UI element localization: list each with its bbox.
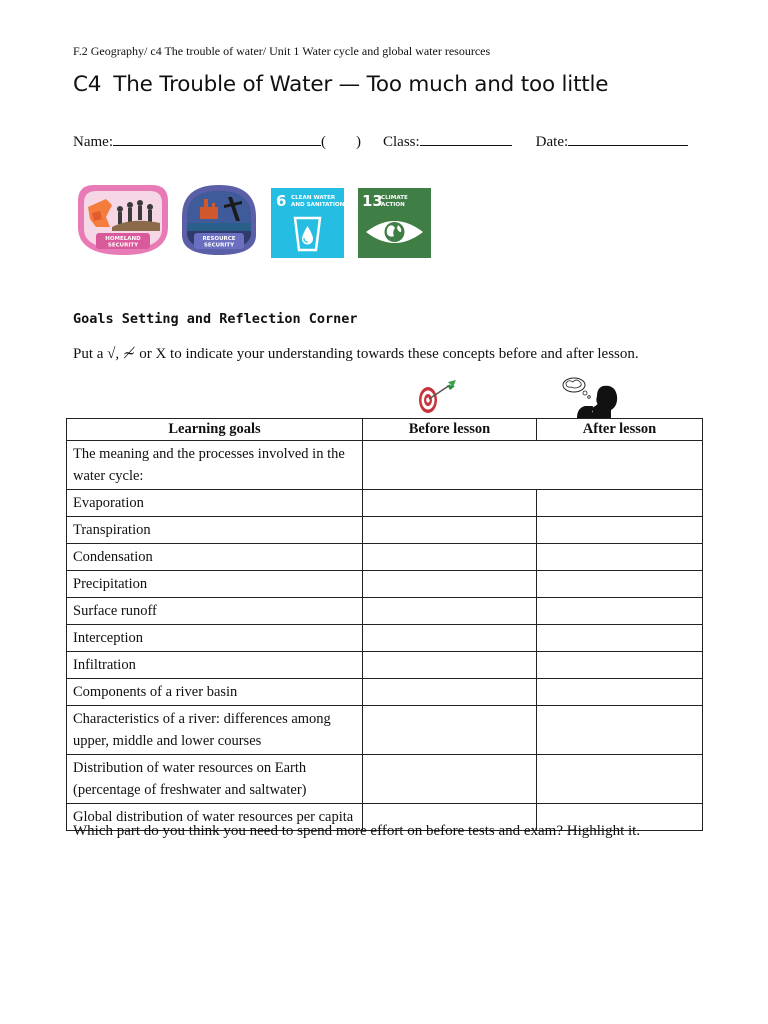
sdg-6-line1: CLEAN WATER — [291, 195, 336, 201]
sdg-13-line2: ACTION — [381, 202, 405, 208]
sdg-6-number: 6 — [276, 192, 287, 210]
after-cell[interactable] — [537, 490, 703, 517]
goal-cell: Precipitation — [67, 571, 363, 598]
before-cell[interactable] — [363, 625, 537, 652]
table-row — [67, 598, 703, 625]
chapter-number: C4 — [73, 72, 102, 97]
resource-security-icon — [180, 183, 258, 257]
goal-cell: The meaning and the processes involved in the water cycle: — [67, 441, 363, 490]
reflection-question: Which part do you think you need to spend more effort on before tests and exam? Highlight it. — [73, 823, 641, 839]
homeland-badge-line2: SECURITY — [107, 242, 139, 249]
before-cell[interactable] — [363, 679, 537, 706]
before-cell[interactable] — [363, 652, 537, 679]
merged-rating-cell[interactable] — [363, 441, 703, 490]
class-number-field[interactable] — [326, 132, 356, 146]
table-row — [67, 571, 703, 598]
learning-goals-table — [66, 418, 703, 831]
after-cell[interactable] — [537, 571, 703, 598]
sdg-13-climate-action-icon — [358, 188, 431, 258]
header-learning-goals: Learning goals — [67, 419, 363, 441]
goals-heading: Goals Setting and Reflection Corner — [73, 311, 358, 327]
goal-cell: Condensation — [67, 544, 363, 571]
table-row — [67, 544, 703, 571]
before-cell[interactable] — [363, 755, 537, 804]
thinking-person-icon — [561, 376, 621, 418]
before-cell[interactable] — [363, 544, 537, 571]
resource-badge-line1: RESOURCE — [202, 236, 236, 242]
paren-close: ) — [355, 134, 361, 150]
before-cell[interactable] — [363, 490, 537, 517]
header-after-lesson: After lesson — [537, 419, 703, 441]
topic-icons — [0, 180, 768, 262]
homeland-badge-line1: HOMELAND — [105, 236, 141, 242]
paren-open: ( — [320, 134, 326, 150]
class-label: Class: — [382, 134, 420, 150]
table-row — [67, 679, 703, 706]
after-cell[interactable] — [537, 679, 703, 706]
after-cell[interactable] — [537, 544, 703, 571]
table-header-row — [67, 419, 703, 441]
before-cell[interactable] — [363, 706, 537, 755]
sdg-6-clean-water-icon — [271, 188, 344, 258]
goal-cell: Interception — [67, 625, 363, 652]
sdg-13-line1: CLIMATE — [381, 195, 408, 201]
name-field[interactable] — [113, 131, 321, 146]
goal-cell: Infiltration — [67, 652, 363, 679]
sdg-6-line2: AND SANITATION — [291, 202, 344, 208]
header-before-lesson: Before lesson — [363, 419, 537, 441]
table-row — [67, 490, 703, 517]
name-label: Name: — [73, 134, 113, 150]
before-cell[interactable] — [363, 598, 537, 625]
goal-cell: Characteristics of a river: differences among upper, middle and lower courses — [67, 706, 363, 755]
table-row — [67, 706, 703, 755]
sdg-13-number: 13 — [362, 192, 383, 210]
after-cell[interactable] — [537, 598, 703, 625]
before-cell[interactable] — [363, 571, 537, 598]
table-row — [67, 625, 703, 652]
date-field[interactable] — [568, 131, 688, 146]
table-row — [67, 517, 703, 544]
table-row — [67, 755, 703, 804]
goal-cell: Components of a river basin — [67, 679, 363, 706]
table-row — [67, 441, 703, 490]
page-title — [73, 72, 608, 97]
date-label: Date: — [535, 134, 569, 150]
after-cell[interactable] — [537, 755, 703, 804]
resource-badge-line2: SECURITY — [203, 242, 235, 249]
dartboard-icon — [416, 378, 458, 416]
after-cell[interactable] — [537, 652, 703, 679]
table-row — [67, 652, 703, 679]
before-cell[interactable] — [363, 517, 537, 544]
goal-cell: Global distribution of water resources per capita — [67, 804, 363, 831]
after-cell[interactable] — [537, 706, 703, 755]
goal-cell: Transpiration — [67, 517, 363, 544]
student-info-row — [73, 131, 688, 151]
breadcrumb: F.2 Geography/ c4 The trouble of water/ Unit 1 Water cycle and global water resources — [73, 44, 491, 58]
goal-cell: Surface runoff — [67, 598, 363, 625]
goal-cell: Evaporation — [67, 490, 363, 517]
homeland-security-icon — [76, 183, 170, 257]
after-cell[interactable] — [537, 625, 703, 652]
class-field[interactable] — [420, 131, 512, 146]
goal-cell: Distribution of water resources on Earth (percentage of freshwater and saltwater) — [67, 755, 363, 804]
instruction-text: Put a √, ≁ or X to indicate your understanding towards these concepts before and after lesson. — [73, 346, 639, 362]
chapter-title: The Trouble of Water — Too much and too little — [113, 72, 609, 97]
after-cell[interactable] — [537, 517, 703, 544]
